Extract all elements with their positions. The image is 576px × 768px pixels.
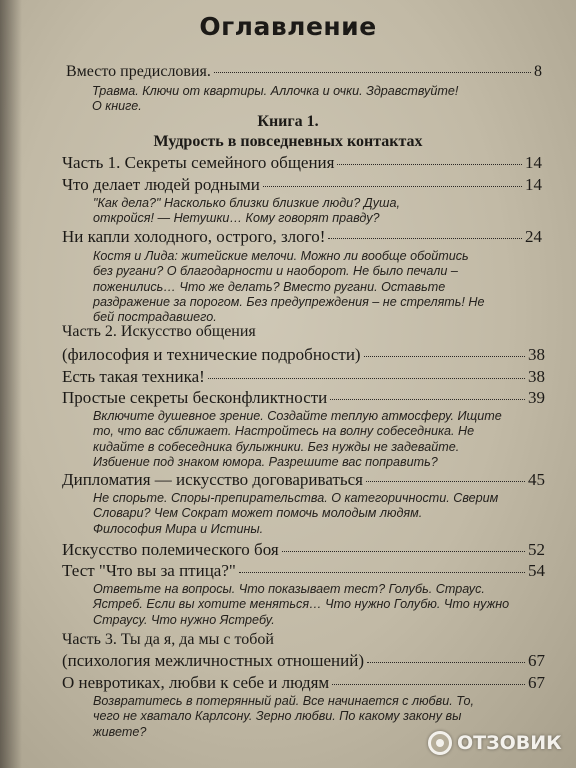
toc-entry: [62, 651, 545, 671]
leader-dots: [366, 481, 525, 482]
toc-entry-title: Что делает людей родными: [62, 175, 260, 194]
toc-entry-title: Вместо предисловия.: [66, 63, 211, 80]
leader-dots: [263, 186, 522, 187]
toc-entry: [62, 367, 545, 387]
toc-entry: [62, 673, 545, 693]
leader-dots: [330, 399, 525, 400]
toc-entry-title: Есть такая техника!: [62, 367, 205, 386]
toc-entry-title: Тест "Что вы за птица?": [62, 561, 236, 580]
toc-entry-page: 24: [525, 227, 542, 246]
leader-dots: [337, 164, 522, 165]
toc-entry-page: 52: [528, 540, 545, 559]
toc-entry-title: Ни капли холодного, острого, злого!: [62, 227, 326, 246]
otzovik-logo-icon: [428, 731, 452, 755]
toc-entry-title: Дипломатия — искусство договариваться: [62, 470, 363, 489]
toc-entry-description: Не спорьте. Споры-препирательства. О категоричности. Сверим Словари? Чем Сократ может помочь молодым людям. Философия Мира и Истины.: [93, 491, 499, 536]
toc-entry-page: 54: [528, 561, 545, 580]
toc-entry: [62, 470, 545, 490]
watermark: [428, 731, 562, 755]
toc-entry-title: (психология межличностных отношений): [62, 651, 364, 670]
toc-entry-page: 38: [528, 345, 545, 364]
toc-entry-description: Возвратитесь в потерянный рай. Все начинается с любви. То, чего не хватало Карлсону. Зерно любви. По какому закону вы живете?: [93, 694, 474, 739]
toc-entry: [62, 561, 545, 581]
leader-dots: [328, 238, 522, 239]
toc-entry-page: 67: [528, 673, 545, 692]
leader-dots: [282, 551, 525, 552]
toc-entry-page: 8: [534, 63, 542, 80]
toc-entry-title: Искусство полемического боя: [62, 540, 279, 559]
toc-entry-title: Часть 1. Секреты семейного общения: [62, 153, 335, 172]
toc-entry-description: Костя и Лида: житейские мелочи. Можно ли вообще обойтись без ругани? О благодарности и наоборот. Не было печали – поженились… Что же делать? Вместо ругани. Оставьте раздражение за порогом. Без предупреждения – не стрелять! Не бей пострадавшего.: [93, 249, 485, 325]
toc-entry-description: Травма. Ключи от квартиры. Аллочка и очки. Здравствуйте! О книге.: [92, 84, 459, 114]
book-heading: Книга 1.: [257, 113, 319, 130]
toc-entry-page: 14: [525, 175, 542, 194]
toc-entry-description: "Как дела?" Насколько близки близкие люди? Душа, откройся! — Нетушки… Кому говорят правду?: [93, 196, 400, 226]
toc-entry-page: 39: [528, 388, 545, 407]
page-title: Оглавление: [199, 12, 377, 41]
toc-entry: [62, 227, 542, 247]
leader-dots: [364, 356, 525, 357]
watermark-label: ОТЗОВИК: [457, 732, 562, 754]
toc-entry: [62, 175, 542, 195]
toc-entry: [62, 540, 545, 560]
toc-entry: [62, 345, 545, 365]
toc-entry: [62, 153, 542, 173]
toc-part-heading: Часть 3. Ты да я, да мы с тобой: [62, 631, 274, 648]
toc-part-heading: Часть 2. Искусство общения: [62, 323, 256, 340]
toc-entry-preface: [66, 63, 542, 81]
toc-entry-title: О невротиках, любви к себе и людям: [62, 673, 330, 692]
leader-dots: [332, 684, 525, 685]
leader-dots: [367, 662, 525, 663]
toc-entry-page: 14: [525, 153, 542, 172]
book-subheading: Мудрость в повседневных контактах: [153, 133, 423, 150]
toc-entry-title: Простые секреты бесконфликтности: [62, 388, 328, 407]
toc-entry-page: 45: [528, 470, 545, 489]
toc-entry: [62, 388, 545, 408]
toc-entry-description: Включите душевное зрение. Создайте теплую атмосферу. Ищите то, что вас сближает. Настройтесь на волну собеседника. Не кидайте в собеседника булыжники. Без нужды не задевайте. Избиение под знаком юмора. Разрешите вас поправить?: [93, 409, 502, 469]
leader-dots: [208, 378, 525, 379]
leader-dots: [214, 72, 531, 73]
toc-entry-page: 67: [528, 651, 545, 670]
leader-dots: [239, 572, 525, 573]
toc-entry-title: (философия и технические подробности): [62, 345, 361, 364]
toc-entry-page: 38: [528, 367, 545, 386]
toc-entry-description: Ответьте на вопросы. Что показывает тест? Голубь. Страус. Ястреб. Если вы хотите меняться… Что нужно Голубю. Что нужно Страусу. Что нужно Ястребу.: [93, 582, 510, 627]
